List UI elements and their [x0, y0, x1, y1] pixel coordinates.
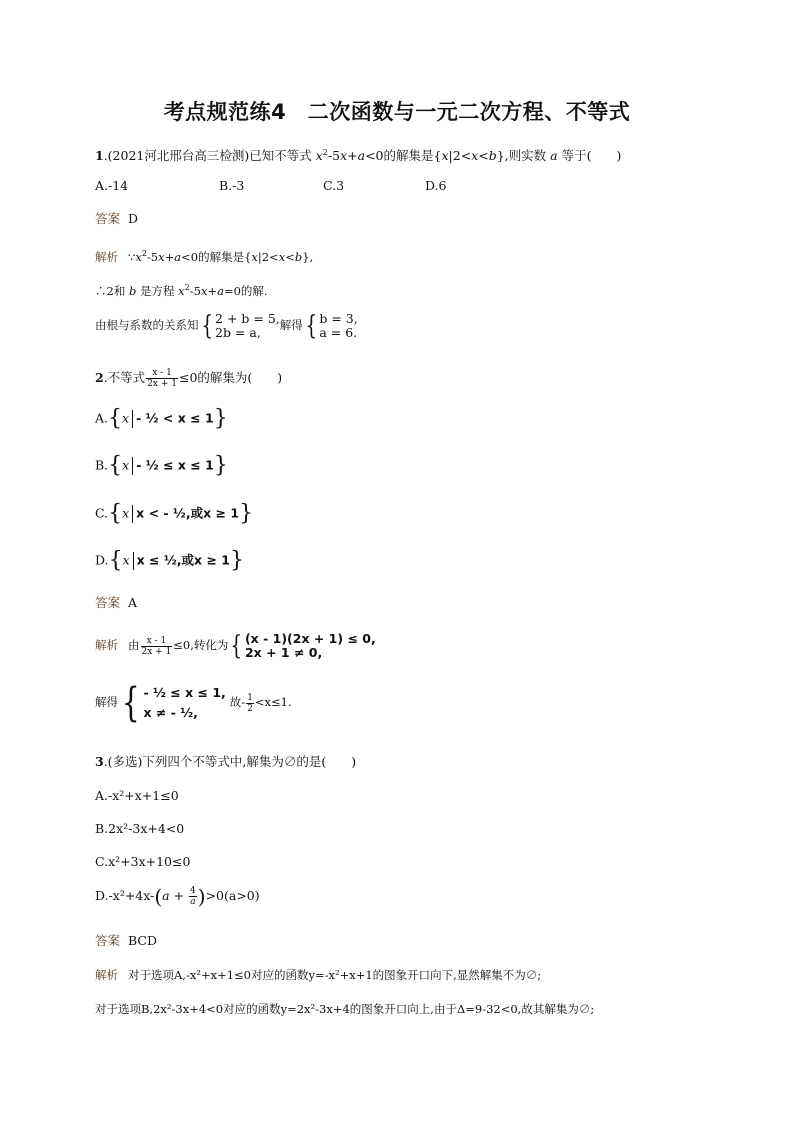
- q2-option-a: A.{x - ½ < x ≤ 1}: [95, 406, 228, 431]
- q3-explanation-2: 对于选项B,2x²-3x+4<0对应的函数y=2x²-3x+4的图象开口向上,由于Δ=9-32<0,故其解集为∅;: [95, 1002, 595, 1016]
- q1-explanation-2: ∴2和 b 是方程 $x^2-5x+a=0$的解.: [95, 283, 268, 298]
- q3-explanation-1: 解析 对于选项A,-x²+x+1≤0对应的函数y=-x²+x+1的图象开口向下,显然解集不为∅;: [95, 968, 542, 982]
- q2-option-d: D.{x x ≤ ½,或x ≥ 1}: [95, 548, 244, 573]
- q2-option-b: B.{x - ½ ≤ x ≤ 1}: [95, 453, 228, 478]
- q1-system-2: b = 3, a = 6.: [319, 311, 358, 340]
- q2-option-c: C.{x x < - ½,或x ≥ 1}: [95, 501, 254, 526]
- q2-explanation-2: 解得{ - ½ ≤ x ≤ 1, x ≠ - ½, 故- $\frac{1}{2}$ <x≤1.: [95, 680, 292, 726]
- page-title: 考点规范练4 二次函数与一元二次方程、不等式: [163, 100, 631, 124]
- q3-option-d: D.-x²+4x-(a + $\frac{4}{a}$ )>0(a>0): [95, 884, 260, 909]
- q2-system-1: (x - 1)(2x + 1) ≤ 0, 2x + 1 ≠ 0,: [244, 631, 376, 660]
- q1-explanation-1: 解析 $\because x^2-5x+a<0$的解集是{x|2<x<b},: [95, 249, 314, 264]
- q1-options: [95, 178, 447, 194]
- q1-option-b: B.-3: [219, 178, 245, 193]
- q2-system-2: - ½ ≤ x ≤ 1, x ≠ - ½,: [143, 685, 226, 720]
- q1-stem: 1.(2021河北邢台高三检测)已知不等式 $x^2-5x+a<0$的解集是{x|2<x<b},则实数 a 等于( ): [95, 148, 622, 163]
- q1-explanation-3: 由根与系数的关系知{ 2 + b = 5, 2b = a, 解得{ b = 3, a = 6.: [95, 311, 358, 341]
- q2-fraction: $\frac{x - 1}{2x + 1}$: [147, 368, 177, 389]
- q1-option-a: A.-14: [95, 178, 129, 193]
- q1-option-d: D.6: [425, 178, 447, 193]
- q1-answer: 答案 D: [95, 211, 139, 226]
- q2-stem: 2.不等式 $\frac{x - 1}{2x + 1}$ ≤0的解集为( ): [95, 368, 283, 389]
- q1-option-c: C.3: [323, 178, 345, 193]
- q3-answer: 答案 BCD: [95, 933, 158, 948]
- q3-option-a: A.-x²+x+1≤0: [95, 788, 179, 803]
- q3-option-c: C.x²+3x+10≤0: [95, 854, 191, 869]
- q2-answer: 答案 A: [95, 595, 138, 610]
- q3-option-b: B.2x²-3x+4<0: [95, 821, 185, 836]
- q3-stem: 3.(多选)下列四个不等式中,解集为∅的是( ): [95, 754, 357, 769]
- q2-explanation-1: 解析 由 $\frac{x - 1}{2x + 1}$ ≤0,转化为{ (x - 1)(2x + 1) ≤ 0, 2x + 1 ≠ 0,: [95, 631, 376, 661]
- q1-system-1: 2 + b = 5, 2b = a,: [215, 311, 280, 340]
